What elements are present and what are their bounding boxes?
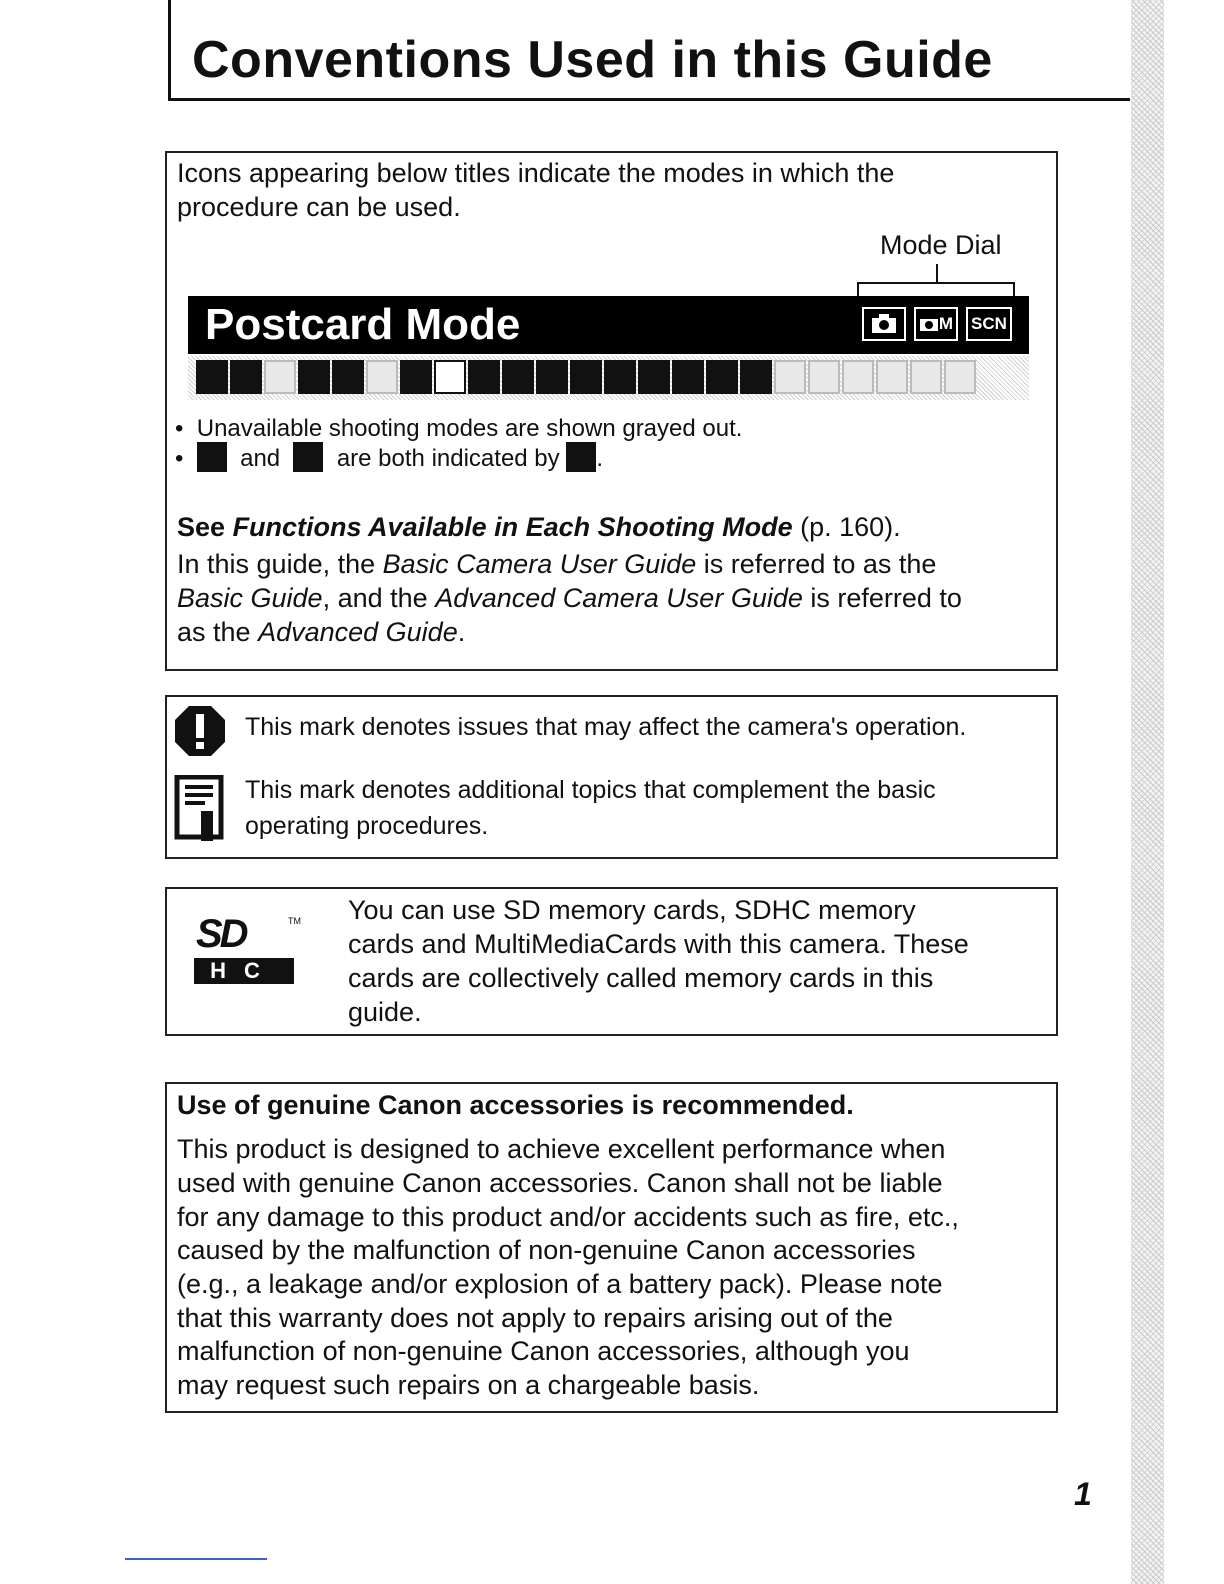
mode-icon <box>604 360 636 394</box>
accessories-line: may request such repairs on a chargeable basis. <box>177 1370 760 1400</box>
mode-icon <box>230 360 262 394</box>
bullet-unavailable: • Unavailable shooting modes are shown grayed out. <box>175 415 743 442</box>
camera-m-icon: M <box>914 307 958 341</box>
footer-rule <box>125 1558 267 1560</box>
mode-icon <box>536 360 568 394</box>
mode-icon <box>570 360 602 394</box>
accessories-line: used with genuine Canon accessories. Canon shall not be liable <box>177 1168 943 1198</box>
accessories-heading: Use of genuine Canon accessories is recommended. <box>177 1090 854 1120</box>
mode-icon-grayed <box>774 360 806 394</box>
sd-line-3: cards are collectively called memory cards in this <box>348 963 934 993</box>
mode-dial-label: Mode Dial <box>880 230 1002 260</box>
sdhc-logo: SD TM HC <box>196 912 301 983</box>
mode-icon <box>196 360 228 394</box>
mode-icon-grayed <box>842 360 874 394</box>
example-title: Postcard Mode <box>205 300 521 349</box>
sd-line-4: guide. <box>348 997 422 1027</box>
bullet-indicated: • and are both indicated by . <box>175 444 603 475</box>
note-text-line1: This mark denotes additional topics that complement the basic <box>245 776 936 804</box>
accessories-line: that this warranty does not apply to repairs arising out of the <box>177 1303 893 1333</box>
page-title: Conventions Used in this Guide <box>192 31 993 89</box>
accessories-line: (e.g., a leakage and/or explosion of a battery pack). Please note <box>177 1269 943 1299</box>
mode-icon <box>468 360 500 394</box>
shooting-mode-icon-row <box>188 356 1029 400</box>
scene-icon: SCN <box>966 307 1012 341</box>
note-icon <box>173 775 227 848</box>
sd-line-2: cards and MultiMediaCards with this camera. These <box>348 929 969 959</box>
accessories-line: for any damage to this product and/or accidents such as fire, etc., <box>177 1202 959 1232</box>
page-edge-strip <box>1131 0 1164 1584</box>
mode-icon <box>400 360 432 394</box>
note-text-line2: operating procedures. <box>245 812 489 840</box>
mode-icon-grayed <box>910 360 942 394</box>
mode-icon-grayed <box>366 360 398 394</box>
modes-intro-line1: Icons appearing below titles indicate the modes in which the <box>177 158 895 188</box>
mode-icon <box>706 360 738 394</box>
mode-icon-grayed <box>876 360 908 394</box>
mode-icon-grayed <box>944 360 976 394</box>
mode-icon-grayed <box>264 360 296 394</box>
mode-dial-pointer <box>936 264 938 282</box>
accessories-line: caused by the malfunction of non-genuine Canon accessories <box>177 1235 916 1265</box>
modes-intro-line2: procedure can be used. <box>177 192 461 222</box>
guide-line-2: Basic Guide, and the Advanced Camera User Guide is referred to <box>177 583 962 613</box>
stitch-assist-icon <box>566 442 596 472</box>
see-reference: See Functions Available in Each Shooting Mode (p. 160). <box>177 512 901 542</box>
mode-icon <box>672 360 704 394</box>
guide-line-1: In this guide, the Basic Camera User Guide is referred to as the <box>177 549 937 579</box>
stitch-left-icon <box>197 442 227 472</box>
camera-icon <box>862 307 906 341</box>
accessories-line: malfunction of non-genuine Canon accessories, although you <box>177 1336 910 1366</box>
page-number: 1 <box>1074 1476 1092 1512</box>
sd-line-1: You can use SD memory cards, SDHC memory <box>348 895 916 925</box>
mode-icon <box>638 360 670 394</box>
stitch-right-icon <box>293 442 323 472</box>
guide-line-3: as the Advanced Guide. <box>177 617 466 647</box>
mode-icon <box>434 360 466 394</box>
mode-icon <box>502 360 534 394</box>
mode-icon <box>332 360 364 394</box>
mode-icon <box>298 360 330 394</box>
caution-icon <box>173 704 227 763</box>
accessories-line: This product is designed to achieve excellent performance when <box>177 1134 946 1164</box>
caution-text: This mark denotes issues that may affect the camera's operation. <box>245 713 967 741</box>
mode-icon-grayed <box>808 360 840 394</box>
mode-icon <box>740 360 772 394</box>
